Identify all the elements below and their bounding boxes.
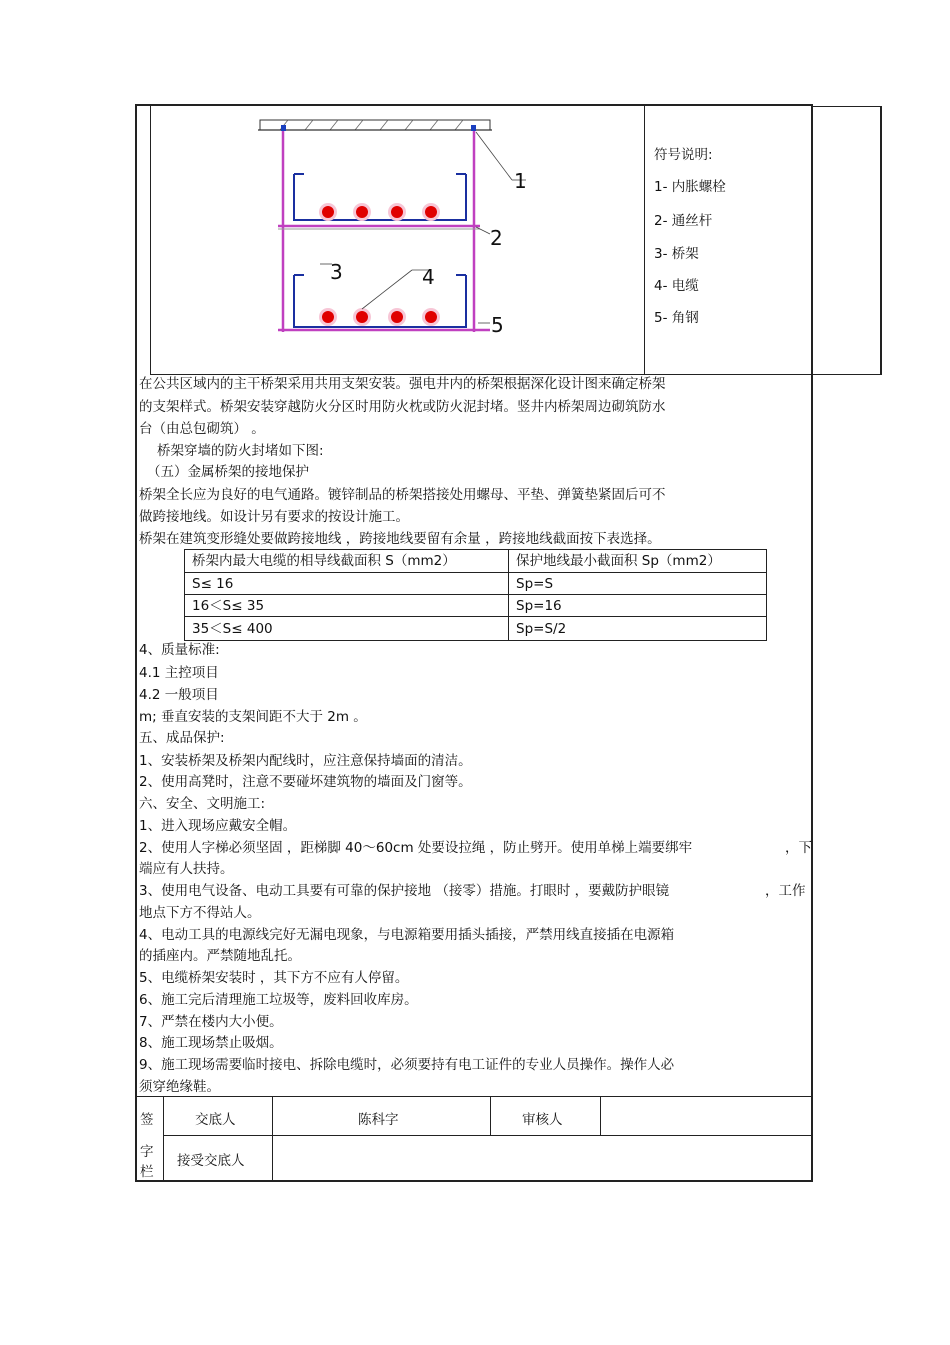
figure-right-extension xyxy=(880,106,881,374)
callout-2: 2 xyxy=(490,226,503,250)
signature-col-divider xyxy=(272,1096,273,1181)
reviewer-label: 审核人 xyxy=(522,1112,563,1128)
safety-line: 6、施工完后清理施工垃圾等，废料回收库房。 xyxy=(139,992,418,1008)
protection-line-2: 2、使用高凳时，注意不要碰坏建筑物的墙面及门窗等。 xyxy=(139,774,472,790)
signature-col-divider xyxy=(600,1096,601,1135)
body-line-4: 桥架穿墙的防火封堵如下图: xyxy=(157,443,324,459)
outer-bottom-border xyxy=(135,1180,813,1182)
quality-main-items: 4.1 主控项目 xyxy=(139,665,219,681)
ground-table-cell: Sp=16 xyxy=(516,598,562,614)
safety-line-tail: ，工作 xyxy=(765,883,806,899)
ground-table-cell: Sp=S xyxy=(516,576,554,592)
legend-item-1: 1- 内胀螺栓 xyxy=(654,179,726,195)
body-line-8: 桥架在建筑变形缝处要做跨接地线 ，跨接地线要留有余量 ，跨接地线截面按下表选择。 xyxy=(139,531,661,547)
legend-item-3: 3- 桥架 xyxy=(654,246,699,262)
discloser-label: 交底人 xyxy=(195,1112,236,1128)
outer-left-border xyxy=(135,104,137,1182)
ground-table-cell: 16＜S≤ 35 xyxy=(192,598,265,614)
safety-heading: 六、安全、文明施工: xyxy=(139,796,266,812)
body-line-3: 台（由总包砌筑） 。 xyxy=(139,421,265,437)
safety-line: 4、电动工具的电源线完好无漏电现象，与电源箱要用插头插接，严禁用线直接插在电源箱 xyxy=(139,927,675,943)
body-line-6: 桥架全长应为良好的电气通路。镀锌制品的桥架搭接处用螺母、平垫、弹簧垫紧固后可不 xyxy=(139,487,666,503)
receiver-label: 接受交底人 xyxy=(177,1153,245,1169)
body-line-2: 的支架样式。桥架安装穿越防火分区时用防火枕或防火泥封堵。竖井内桥架周边砌筑防水 xyxy=(139,399,666,415)
figure-top-extension xyxy=(813,106,881,107)
safety-line: 9、施工现场需要临时接电、拆除电缆时，必须要持有电工证件的专业人员操作。操作人必 xyxy=(139,1057,675,1073)
callout-5: 5 xyxy=(491,313,504,337)
body-line-1: 在公共区域内的主干桥架采用共用支架安装。强电井内的桥架根据深化设计图来确定桥架 xyxy=(139,376,666,392)
quality-general-items: 4.2 一般项目 xyxy=(139,687,219,703)
safety-line: 地点下方不得站人。 xyxy=(139,905,261,921)
legend-item-4: 4- 电缆 xyxy=(654,278,699,294)
signature-mid-border xyxy=(163,1135,813,1136)
legend-item-5: 5- 角钢 xyxy=(654,310,699,326)
discloser-name: 陈科字 xyxy=(358,1112,399,1128)
signature-col-divider xyxy=(490,1096,491,1135)
cable-tray-diagram xyxy=(250,112,550,337)
ground-table-cell: Sp=S/2 xyxy=(516,621,567,637)
ground-table-header-1: 桥架内最大电缆的相导线截面积 S（mm2） xyxy=(192,553,456,569)
safety-line: 8、施工现场禁止吸烟。 xyxy=(139,1035,283,1051)
ground-table-row-divider xyxy=(184,616,766,617)
signature-side-label-2: 字 xyxy=(140,1144,154,1160)
callout-3: 3 xyxy=(330,260,343,284)
signature-side-label-3: 栏 xyxy=(140,1164,154,1180)
expansion-bolt-left xyxy=(281,125,286,131)
safety-line: 2、使用人字梯必须坚固 ，距梯脚 40～60cm 处要设拉绳 ，防止劈开。使用单梯上端要绑牢 xyxy=(139,840,693,856)
signature-top-border xyxy=(135,1096,813,1097)
safety-line: 5、电缆桥架安装时 ，其下方不应有人停留。 xyxy=(139,970,409,986)
protection-line-1: 1、安装桥架及桥架内配线时，应注意保持墙面的清洁。 xyxy=(139,753,472,769)
safety-line: 的插座内。严禁随地乱托。 xyxy=(139,948,301,964)
protection-heading: 五、成品保护: xyxy=(139,730,225,746)
safety-line-tail: ，下 xyxy=(785,840,812,856)
signature-col-divider xyxy=(163,1096,164,1181)
ground-table-row-divider xyxy=(184,572,766,573)
safety-line-1: 1、进入现场应戴安全帽。 xyxy=(139,818,297,834)
safety-line: 须穿绝缘鞋。 xyxy=(139,1079,220,1095)
legend-item-2: 2- 通丝杆 xyxy=(654,213,713,229)
callout-4: 4 xyxy=(422,265,435,289)
legend-title: 符号说明: xyxy=(654,147,713,163)
expansion-bolt-right xyxy=(471,125,476,131)
safety-line: 端应有人扶持。 xyxy=(139,861,234,877)
callout-1: 1 xyxy=(514,169,527,193)
section-heading-grounding: （五）金属桥架的接地保护 xyxy=(147,464,309,480)
upper-cables xyxy=(319,203,440,221)
signature-side-label-1: 签 xyxy=(140,1112,154,1128)
quality-heading: 4、质量标准: xyxy=(139,642,220,658)
safety-line: 3、使用电气设备、电动工具要有可靠的保护接地 （接零）措施。打眼时 ，要戴防护眼镜 xyxy=(139,883,670,899)
ground-table-header-2: 保护地线最小截面积 Sp（mm2） xyxy=(516,553,721,569)
body-line-7: 做跨接地线。如设计另有要求的按设计施工。 xyxy=(139,509,409,525)
ground-table-cell: 35＜S≤ 400 xyxy=(192,621,273,637)
lower-cables xyxy=(319,308,440,326)
support-spacing-line: m; 垂直安装的支架间距不大于 2m 。 xyxy=(139,709,367,725)
ground-table-cell: S≤ 16 xyxy=(192,576,234,592)
safety-line: 7、严禁在楼内大小便。 xyxy=(139,1014,283,1030)
figure-divider xyxy=(644,106,645,374)
ground-table-row-divider xyxy=(184,594,766,595)
ceiling-slab xyxy=(260,120,490,130)
